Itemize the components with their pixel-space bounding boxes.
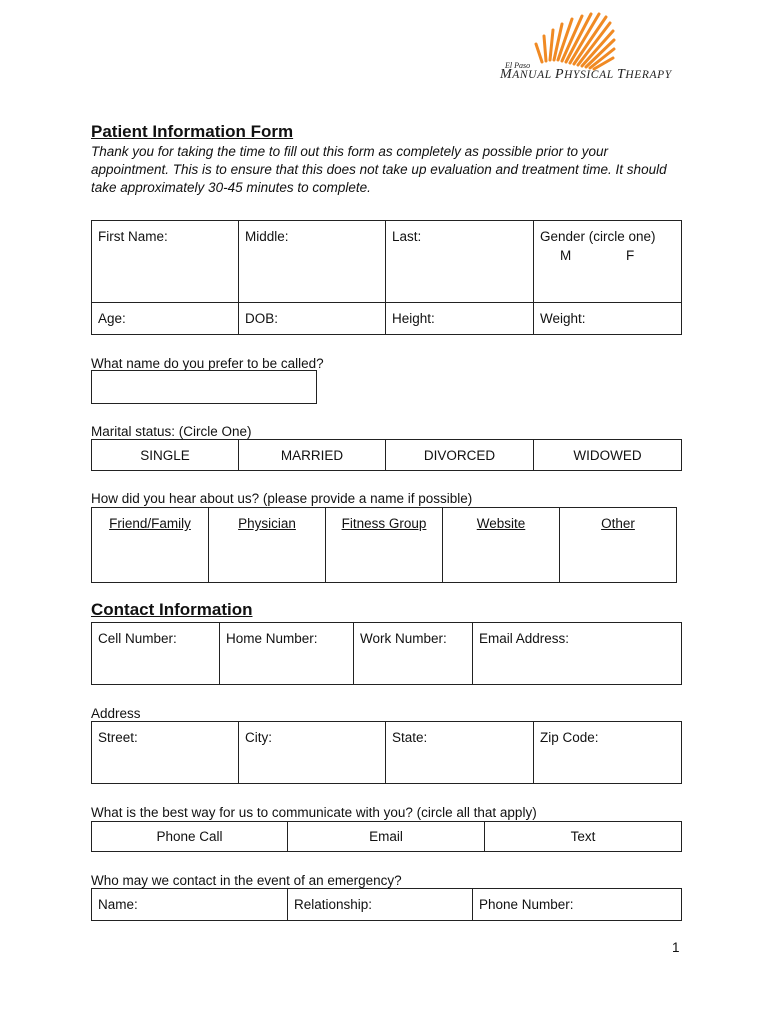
preferred-name-question: What name do you prefer to be called?	[91, 356, 324, 371]
communication-question: What is the best way for us to communicate with you? (circle all that apply)	[91, 805, 537, 820]
first-name-label: First Name:	[98, 229, 168, 244]
gender-option-f[interactable]: F	[626, 248, 635, 263]
logo-word-rest: HYSICAL	[564, 69, 617, 81]
emergency-name-field[interactable]	[92, 889, 288, 921]
preferred-name-input[interactable]	[91, 370, 317, 404]
logo-initial: P	[554, 67, 565, 82]
dob-field[interactable]	[239, 303, 386, 335]
referral-option-label: Other	[601, 516, 635, 531]
communication-option-text[interactable]: Text	[485, 822, 682, 852]
referral-question: How did you hear about us? (please provide a name if possible)	[91, 491, 473, 506]
weight-field[interactable]	[534, 303, 682, 335]
marital-status-table	[91, 439, 682, 471]
email-address-label: Email Address:	[479, 631, 570, 646]
referral-option-physician[interactable]	[209, 508, 326, 583]
first-name-field[interactable]	[92, 221, 239, 303]
emergency-relationship-label: Relationship:	[294, 897, 373, 912]
home-number-field[interactable]	[220, 623, 354, 685]
marital-option-single[interactable]: SINGLE	[92, 440, 239, 471]
gender-option-m[interactable]: M	[560, 248, 572, 263]
zip-code-field[interactable]	[534, 722, 682, 784]
page-number: 1	[672, 940, 680, 955]
middle-name-field[interactable]	[239, 221, 386, 303]
address-table	[91, 721, 682, 784]
city-field[interactable]	[239, 722, 386, 784]
marital-status-question: Marital status: (Circle One)	[91, 424, 252, 439]
communication-option-email[interactable]: Email	[288, 822, 485, 852]
cell-number-label: Cell Number:	[98, 631, 177, 646]
street-label: Street:	[98, 730, 138, 745]
age-label: Age:	[98, 311, 126, 326]
gender-field[interactable]	[534, 221, 682, 303]
city-label: City:	[245, 730, 272, 745]
emergency-phone-label: Phone Number:	[479, 897, 574, 912]
referral-option-fitness-group[interactable]	[326, 508, 443, 583]
gender-label: Gender (circle one)	[540, 229, 656, 244]
referral-option-friend-family[interactable]	[92, 508, 209, 583]
referral-option-website[interactable]	[443, 508, 560, 583]
communication-option-phone-call[interactable]: Phone Call	[92, 822, 288, 852]
home-number-label: Home Number:	[226, 631, 318, 646]
age-field[interactable]	[92, 303, 239, 335]
marital-option-divorced[interactable]: DIVORCED	[386, 440, 534, 471]
emergency-name-label: Name:	[98, 897, 138, 912]
referral-option-label: Fitness Group	[341, 516, 427, 531]
patient-info-table	[91, 220, 682, 335]
referral-option-other[interactable]	[560, 508, 677, 583]
emergency-phone-field[interactable]	[473, 889, 682, 921]
emergency-question: Who may we contact in the event of an emergency?	[91, 873, 402, 888]
referral-option-label: Friend/Family	[109, 516, 191, 531]
state-label: State:	[392, 730, 428, 745]
height-label: Height:	[392, 311, 435, 326]
referral-option-label: Physician	[238, 516, 296, 531]
communication-table	[91, 821, 682, 852]
logo-location-text: El Paso	[505, 61, 531, 70]
form-intro: Thank you for taking the time to fill out this form as completely as possible prior to your appointment. This is to ensure that this does not take up evaluation and treatment time. It should take approximately 30-45 minutes to complete.	[91, 144, 667, 195]
marital-option-widowed[interactable]: WIDOWED	[534, 440, 682, 471]
work-number-label: Work Number:	[360, 631, 447, 646]
marital-option-married[interactable]: MARRIED	[239, 440, 386, 471]
emergency-relationship-field[interactable]	[288, 889, 473, 921]
last-name-field[interactable]	[386, 221, 534, 303]
logo-word-rest: HERAPY	[625, 69, 672, 81]
email-address-field[interactable]	[473, 623, 682, 685]
logo-initial: M	[500, 67, 513, 82]
state-field[interactable]	[386, 722, 534, 784]
emergency-table	[91, 888, 682, 921]
street-field[interactable]	[92, 722, 239, 784]
logo-company-name	[500, 67, 672, 83]
contact-table	[91, 622, 682, 685]
cell-number-field[interactable]	[92, 623, 220, 685]
work-number-field[interactable]	[354, 623, 473, 685]
contact-section-title: Contact Information	[91, 600, 253, 619]
zip-code-label: Zip Code:	[540, 730, 599, 745]
logo-initial: T	[616, 67, 626, 82]
height-field[interactable]	[386, 303, 534, 335]
middle-name-label: Middle:	[245, 229, 289, 244]
dob-label: DOB:	[245, 311, 279, 326]
address-label: Address	[91, 706, 141, 721]
logo-word-rest: ANUAL	[512, 69, 555, 81]
last-name-label: Last:	[392, 229, 422, 244]
referral-table	[91, 507, 677, 583]
weight-label: Weight:	[540, 311, 586, 326]
form-title: Patient Information Form	[91, 122, 294, 141]
referral-option-label: Website	[476, 516, 526, 531]
